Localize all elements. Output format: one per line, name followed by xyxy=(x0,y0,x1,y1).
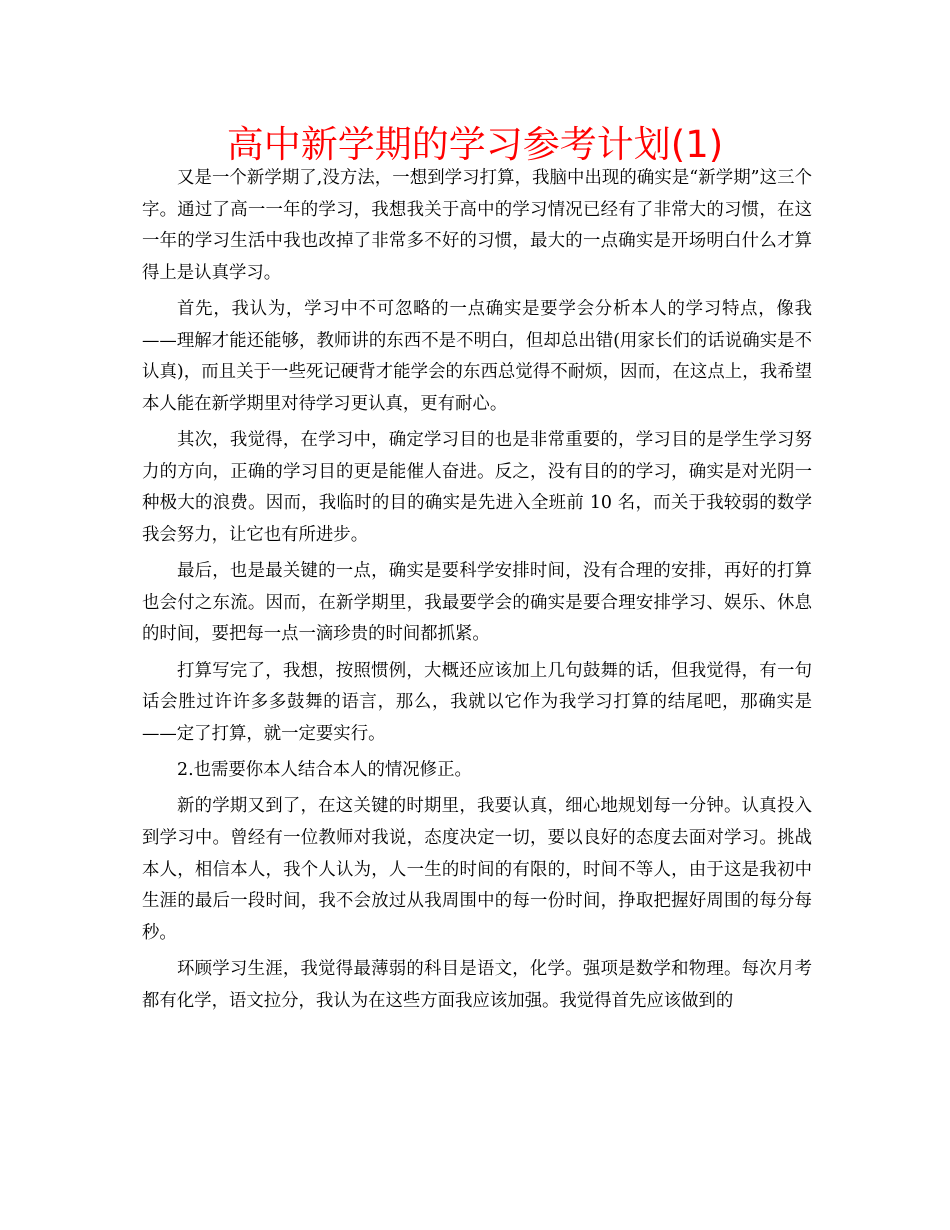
paragraph-intro: 又是一个新学期了,没方法，一想到学习打算，我脑中出现的确实是“新学期”这三个字。通过了高一一年的学习，我想我关于高中的学习情况已经有了非常大的习惯，在这一年的学习生活中我也改掉了非常多不好的习惯，最大的一点确实是开场明白什么才算得上是认真学习。 xyxy=(142,168,812,283)
document-body xyxy=(142,163,812,1022)
paragraph-conclusion: 打算写完了，我想，按照惯例，大概还应该加上几句鼓舞的话，但我觉得，有一句话会胜过许许多多鼓舞的语言，那么，我就以它作为我学习打算的结尾吧，那确实是——定了打算，就一定要实行。 xyxy=(142,660,812,744)
paragraph-note: 2.也需要你本人结合本人的情况修正。 xyxy=(177,760,472,781)
paragraph-second: 其次，我觉得，在学习中，确定学习目的也是非常重要的，学习目的是学生学习努力的方向，正确的学习目的更是能催人奋进。反之，没有目的的学习，确实是对光阴一种极大的浪费。因而，我临时的目的确实是先进入全班前 10 名，而关于我较弱的数学我会努力，让它也有所进步。 xyxy=(142,430,812,545)
paragraph-first: 首先，我认为，学习中不可忽略的一点确实是要学会分析本人的学习特点，像我——理解才能还能够，教师讲的东西不是不明白，但却总出错(用家长们的话说确实是不认真)，而且关于一些死记硬背才能学会的东西总觉得不耐烦，因而，在这点上，我希望本人能在新学期里对待学习更认真，更有耐心。 xyxy=(142,299,812,414)
paragraph-new-term: 新的学期又到了，在这关键的时期里，我要认真，细心地规划每一分钟。认真投入到学习中。曾经有一位教师对我说，态度决定一切，要以良好的态度去面对学习。挑战本人，相信本人，我个人认为，人一生的时间的有限的，时间不等人，由于这是我初中生涯的最后一段时间，我不会放过从我周围中的每一份时间，挣取把握好周围的每分每秒。 xyxy=(142,796,812,943)
paragraph-last: 最后，也是最关键的一点，确实是要科学安排时间，没有合理的安排，再好的打算也会付之东流。因而，在新学期里，我最要学会的确实是要合理安排学习、娱乐、休息的时间，要把每一点一滴珍贵的时间都抓紧。 xyxy=(142,561,812,645)
paragraph-subjects: 环顾学习生涯，我觉得最薄弱的科目是语文，化学。强项是数学和物理。每次月考都有化学，语文拉分，我认为在这些方面我应该加强。我觉得首先应该做到的 xyxy=(142,959,812,1011)
document-title: 高中新学期的学习参考计划(1) xyxy=(226,123,724,166)
